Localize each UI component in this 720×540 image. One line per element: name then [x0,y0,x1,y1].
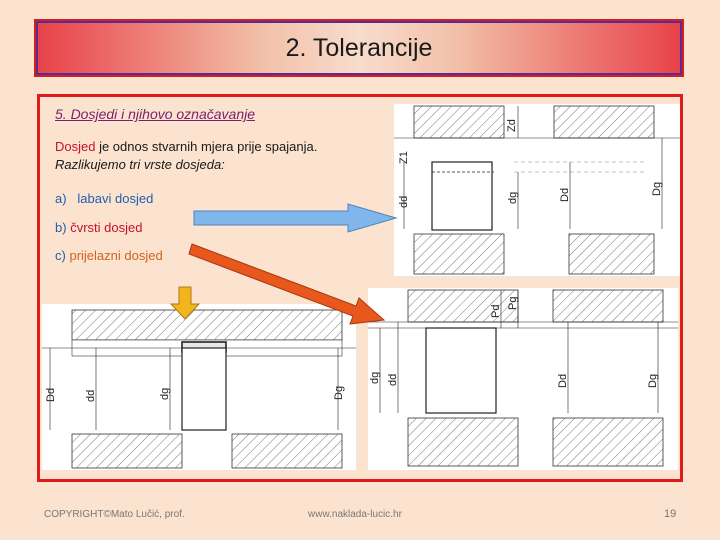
footer-copyright: COPYRIGHT©Mato Lučić, prof. [44,509,185,520]
dim-label-Dd: Dd [45,387,57,402]
definition-term: Dosjed [55,139,96,154]
page-number: 19 [664,508,677,520]
dim-label-Dd: Dd [559,187,571,202]
item-marker: a) [55,191,67,206]
dim-label-Dd: Dd [557,373,569,388]
orange-arrow [189,244,384,324]
dim-label-zd: Zd [506,119,518,132]
intro-text: Razlikujemo tri vrste dosjeda: [55,157,225,172]
dim-label-Pd: Pd [490,304,502,318]
item-text: prijelazni dosjed [69,248,163,263]
dim-label-dd: dd [85,389,97,402]
blue-arrow [194,204,396,232]
dim-label-dd: dd [387,373,399,386]
item-marker: c) [55,248,66,263]
item-marker: b) [55,220,67,235]
footer-website: www.naklada-lucic.hr [308,509,402,520]
dim-label-Dg: Dg [333,385,345,400]
dim-label-dd: dd [398,195,410,208]
dim-label-Dg: Dg [651,181,663,196]
dim-label-Dg: Dg [647,373,659,388]
slide-title: 2. Tolerancije [285,33,433,62]
item-text: labavi dosjed [77,191,154,206]
yellow-arrow [171,287,199,319]
definition-rest: je odnos stvarnih mjera prije spajanja. [95,139,318,154]
section-heading: 5. Dosjedi i njihovo označavanje [55,106,256,122]
dim-label-dg: dg [507,191,519,204]
item-text: čvrsti dosjed [70,220,143,235]
dim-label-z1: Z1 [398,151,410,164]
dim-label-dg: dg [369,371,381,384]
dim-label-dg: dg [159,387,171,400]
dim-label-Pg: Pg [507,296,519,310]
